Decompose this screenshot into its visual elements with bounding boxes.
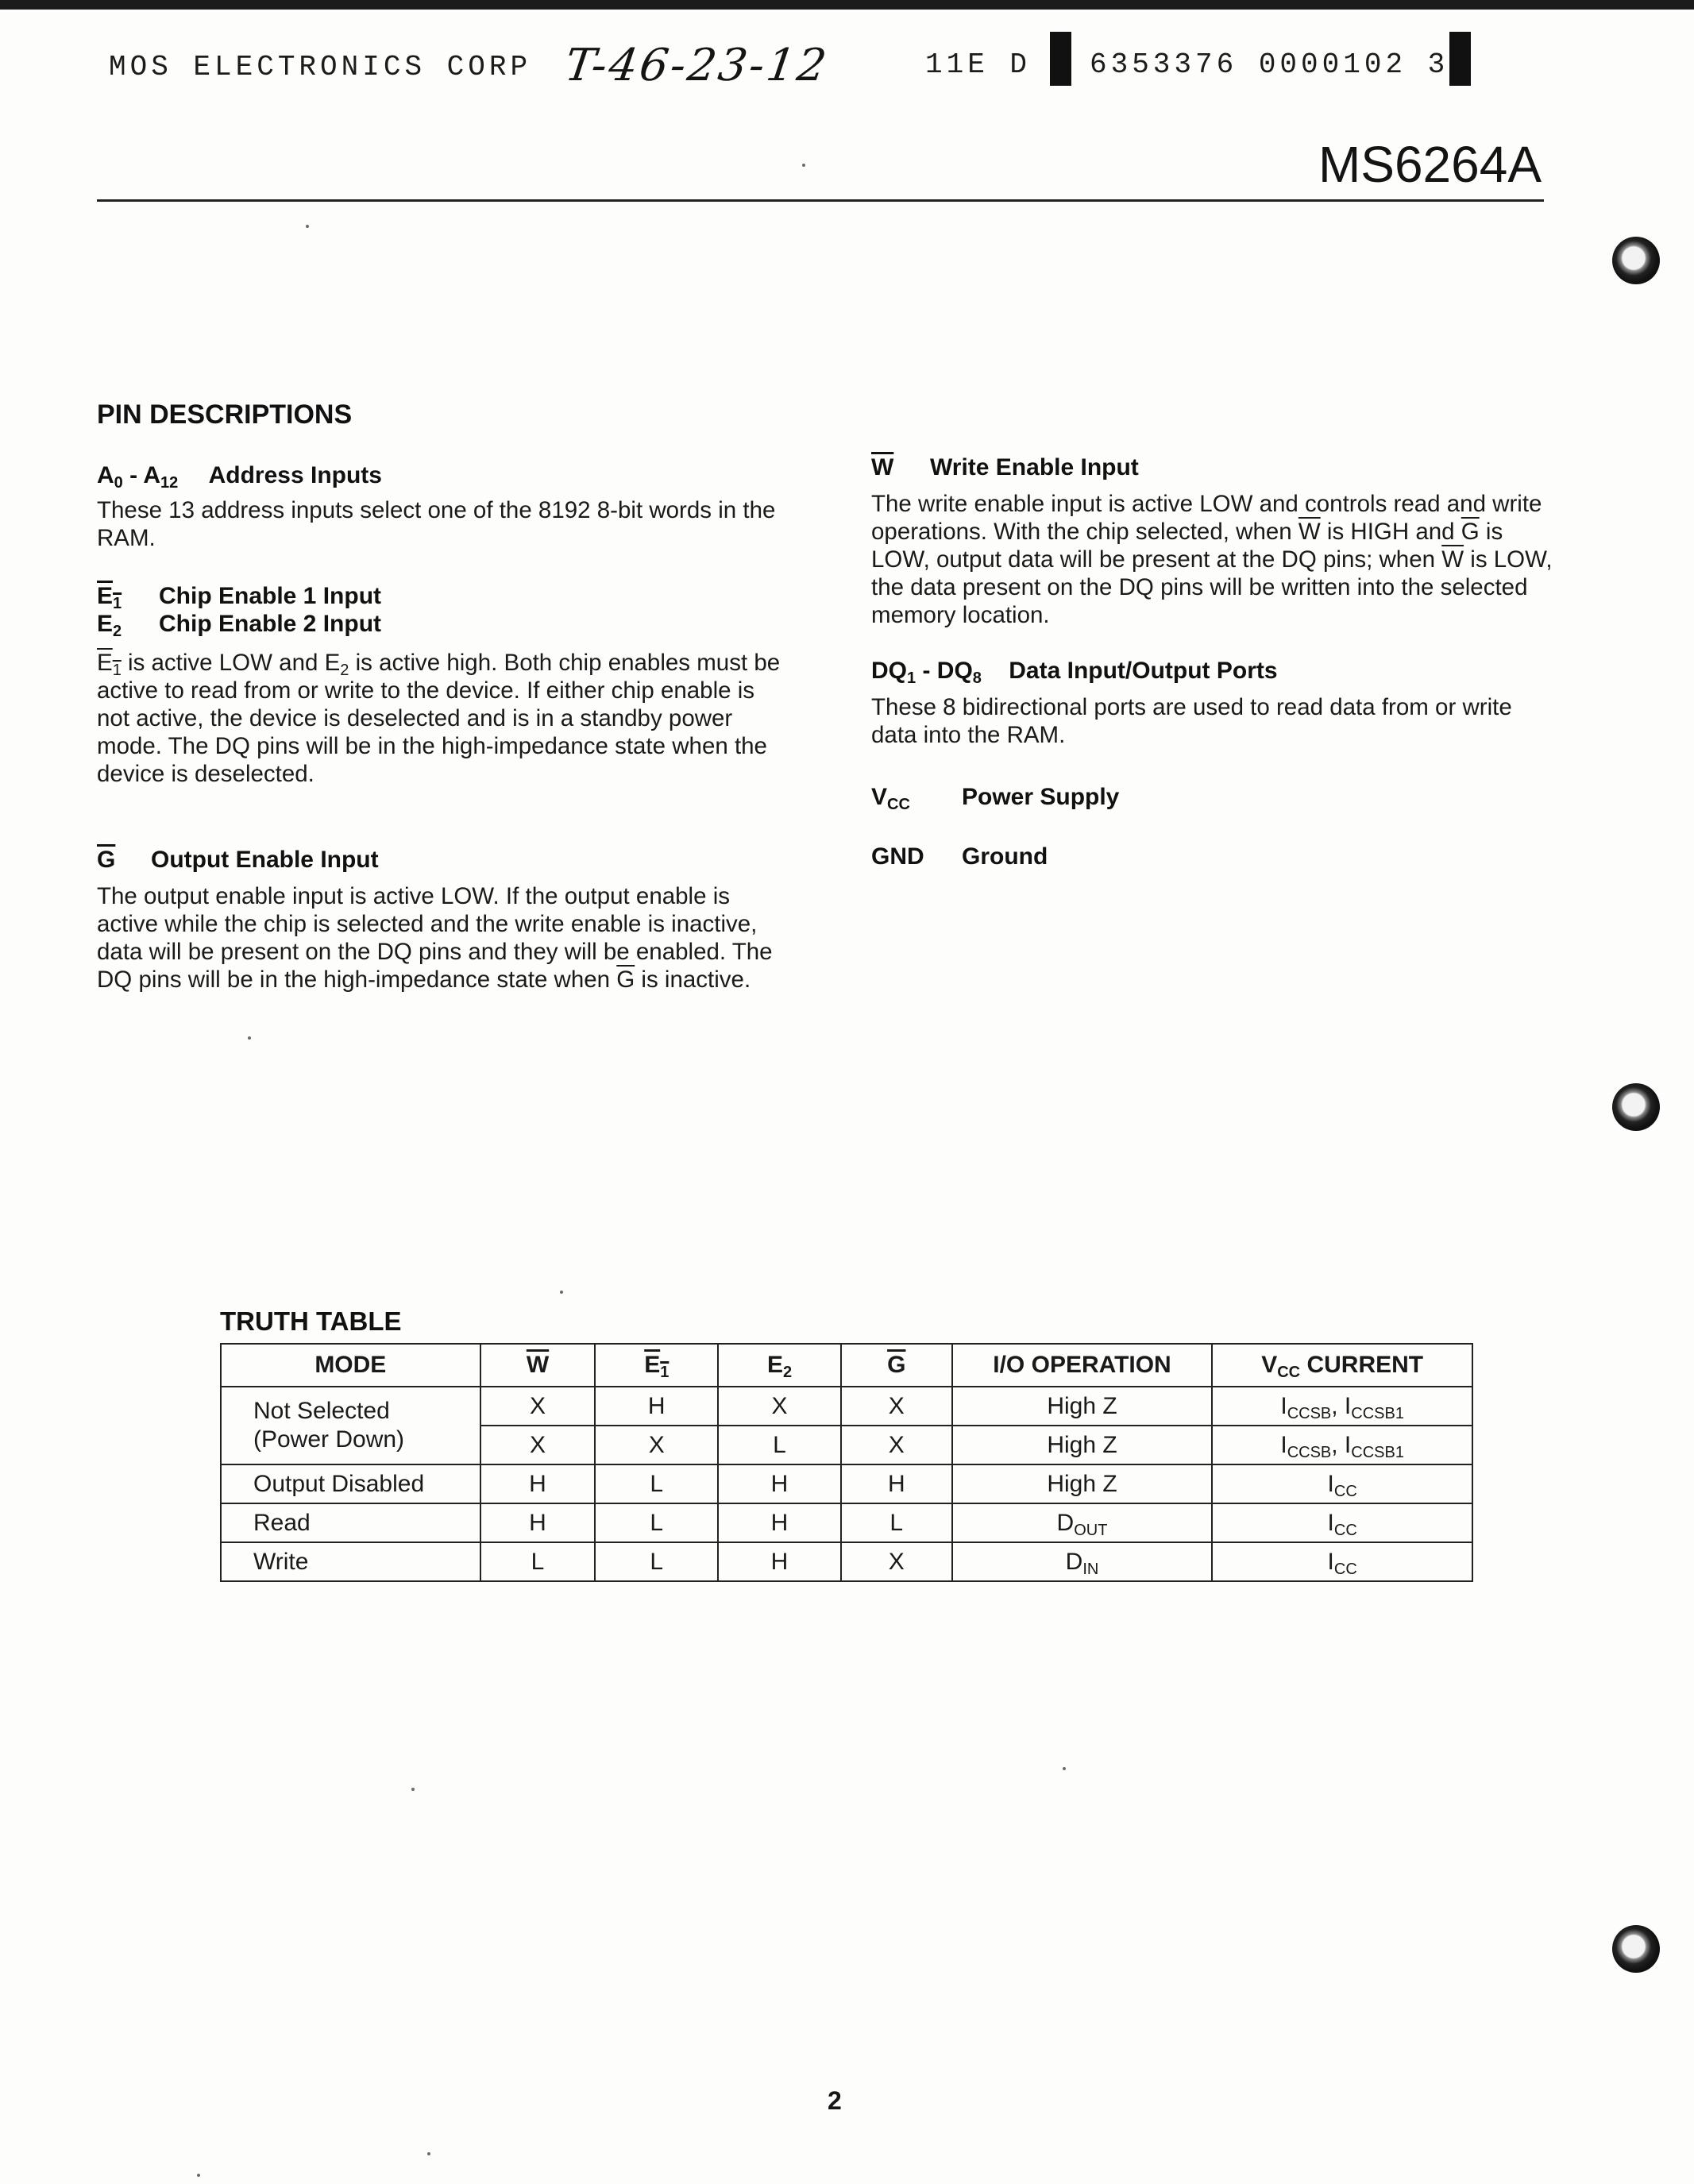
write-enable-text [871, 490, 1554, 629]
col-vcc-current [1212, 1344, 1472, 1387]
w-cell: H [480, 1503, 596, 1542]
e1-symbol: $E_1$ [97, 650, 122, 679]
io-cell: High Z [952, 1426, 1213, 1464]
io-cell: High Z [952, 1464, 1213, 1503]
vcc-heading [871, 784, 1119, 811]
current-cell: $I_{CCSB}$, $I_{CCSB1}$ [1212, 1426, 1472, 1464]
col-mode: MODE [221, 1344, 480, 1387]
chip-enable-text-b: is active high. Both chip enables must be active to read from or write to the device. If either chip enable is not active, the device is deselected and is in a standby power mode. The DQ pins will be in the high-impedance state when the device is deselected. [97, 650, 781, 787]
w-symbol: $\overline{W}$ [871, 454, 894, 480]
e1-cell: X [595, 1426, 718, 1464]
write-enable-text-b: is HIGH and [1320, 519, 1461, 545]
io-cell: $D_{IN}$ [952, 1542, 1213, 1581]
write-enable-text-a: The write enable input is active LOW and controls read and write operations. With the chip selected, when [871, 491, 1542, 545]
scan-speck [560, 1291, 563, 1294]
scan-speck [802, 164, 805, 167]
current-cell: $I_{CCSB}$, $I_{CCSB1}$ [1212, 1387, 1472, 1426]
table-header-row [221, 1344, 1472, 1387]
w-cell: L [480, 1542, 596, 1581]
dq-text: These 8 bidirectional ports are used to read data from or write data into the RAM. [871, 694, 1512, 748]
chip-enable-1-heading [97, 583, 381, 610]
output-enable-text [97, 882, 788, 994]
part-number: MS6264A [1318, 136, 1542, 193]
current-cell: $I_{CC}$ [1212, 1464, 1472, 1503]
header-black-block [1449, 32, 1471, 86]
e2-cell: X [718, 1387, 841, 1426]
gnd-symbol: GND [871, 843, 924, 870]
output-enable-text-a: The output enable input is active LOW. If the output enable is active while the chip is selected and the write enable is inactive, data will be present on the DQ pins and they will be enabled. The DQ pins will be in the high-impedance state when [97, 883, 773, 993]
e2-cell: H [718, 1464, 841, 1503]
header-code-b: 6353376 0000102 3 [1090, 48, 1449, 81]
header-code-a: 11E D [925, 48, 1032, 81]
g-symbol: $\overline{G}$ [97, 847, 116, 873]
truth-table [220, 1343, 1473, 1582]
col-vcc-rest: CURRENT [1300, 1352, 1424, 1378]
table-row [221, 1387, 1472, 1426]
e1-symbol: $E_1$ [97, 583, 122, 612]
company-name: MOS ELECTRONICS CORP [109, 51, 532, 83]
chip-enable-1-label: Chip Enable 1 Input [159, 583, 382, 609]
write-enable-heading [871, 454, 1139, 481]
g-symbol: $\overline{G}$ [616, 967, 635, 993]
gnd-heading [871, 843, 1048, 870]
e2-cell: L [718, 1426, 841, 1464]
dq-pin-symbol: $DQ_1 - DQ_8$ [871, 658, 982, 687]
g-cell: H [841, 1464, 952, 1503]
scan-speck [1063, 1767, 1066, 1770]
address-heading-label: Address Inputs [208, 462, 382, 488]
vcc-label: Power Supply [962, 784, 1120, 810]
scan-speck [197, 2174, 200, 2177]
vcc-symbol [871, 784, 962, 811]
dq-heading-label: Data Input/Output Ports [1009, 658, 1278, 684]
e2-cell: H [718, 1503, 841, 1542]
mode-cell: Output Disabled [221, 1464, 480, 1503]
punch-hole [1612, 1925, 1660, 1973]
col-e1-label: $E_1$ [644, 1352, 669, 1381]
current-cell: $I_{CC}$ [1212, 1542, 1472, 1581]
col-e2: $E_2$ [718, 1344, 841, 1387]
write-enable-text-c: is LOW, output data will be present at the DQ pins; when [871, 519, 1503, 573]
g-cell: X [841, 1387, 952, 1426]
chip-enable-text-a: is active LOW and E [121, 650, 341, 676]
page-number: 2 [828, 2086, 842, 2115]
vcc-symbol-sub: CC [887, 796, 910, 813]
w-symbol: $\overline{W}$ [1298, 519, 1321, 545]
current-cell: $I_{CC}$ [1212, 1503, 1472, 1542]
w-cell: X [480, 1387, 596, 1426]
table-row [221, 1464, 1472, 1503]
g-cell: L [841, 1503, 952, 1542]
g-cell: X [841, 1426, 952, 1464]
w-cell: X [480, 1426, 596, 1464]
e1-cell: L [595, 1503, 718, 1542]
output-enable-label: Output Enable Input [151, 847, 379, 873]
table-row [221, 1542, 1472, 1581]
top-edge-bar [0, 0, 1694, 10]
g-cell: X [841, 1542, 952, 1581]
address-pin-symbol: $A_0 - A_{12}$ [97, 462, 179, 492]
punch-hole [1612, 1083, 1660, 1131]
write-enable-label: Write Enable Input [930, 454, 1139, 480]
dq-heading [871, 658, 1278, 685]
chip-enable-2-label: Chip Enable 2 Input [159, 611, 382, 637]
e2-symbol: $E_2$ [97, 611, 122, 640]
g-symbol: $\overline{G}$ [1461, 519, 1480, 545]
truth-table-title: TRUTH TABLE [220, 1306, 402, 1336]
header-rule [97, 199, 1544, 202]
w-cell: H [480, 1464, 596, 1503]
col-vcc-v: V [1261, 1352, 1278, 1378]
io-cell: $D_{OUT}$ [952, 1503, 1213, 1542]
scan-speck [411, 1788, 415, 1791]
table-row [221, 1503, 1472, 1542]
scan-speck [306, 225, 309, 228]
col-e1 [595, 1344, 718, 1387]
col-w-label: $\overline{W}$ [526, 1352, 550, 1378]
w-symbol: $\overline{W}$ [1441, 546, 1464, 573]
e2-cell: H [718, 1542, 841, 1581]
e1-cell: L [595, 1542, 718, 1581]
section-title: PIN DESCRIPTIONS [97, 399, 353, 430]
mode-cell: Read [221, 1503, 480, 1542]
e1-cell: H [595, 1387, 718, 1426]
write-enable-text-d: is LOW, the data present on the DQ pins will be written into the selected memory location. [871, 546, 1553, 628]
address-heading [97, 462, 382, 492]
col-w [480, 1344, 596, 1387]
header-black-block [1050, 32, 1071, 86]
mode-cell: Not Selected (Power Down) [221, 1387, 480, 1464]
col-io: I/O OPERATION [952, 1344, 1213, 1387]
col-g [841, 1344, 952, 1387]
e1-cell: L [595, 1464, 718, 1503]
scan-speck [427, 2152, 430, 2155]
vcc-symbol-main: V [871, 784, 888, 810]
handwritten-code: T-46-23-12 [561, 40, 832, 91]
punch-hole [1612, 237, 1660, 284]
gnd-label: Ground [962, 843, 1048, 870]
scan-speck [248, 1036, 251, 1040]
col-g-label: $\overline{G}$ [887, 1352, 906, 1378]
io-cell: High Z [952, 1387, 1213, 1426]
mode-cell: Write [221, 1542, 480, 1581]
col-vcc-sub: CC [1277, 1364, 1301, 1381]
address-text: These 13 address inputs select one of the 8192 8-bit words in the RAM. [97, 497, 776, 551]
chip-enable-text: $E_1$ is active LOW and $E_2$ is active high. Both chip enables must be active to read from or write to the device. If either chip enable is not active, the device is deselected and is in a standby power mode. The DQ pins will be in the high-impedance state when the device is deselected. [97, 650, 781, 787]
output-enable-text-b: is inactive. [635, 967, 751, 993]
col-e1-text: E [644, 1352, 661, 1378]
output-enable-heading [97, 847, 379, 874]
col-e2-text: E [766, 1352, 783, 1378]
chip-enable-2-heading [97, 611, 381, 638]
